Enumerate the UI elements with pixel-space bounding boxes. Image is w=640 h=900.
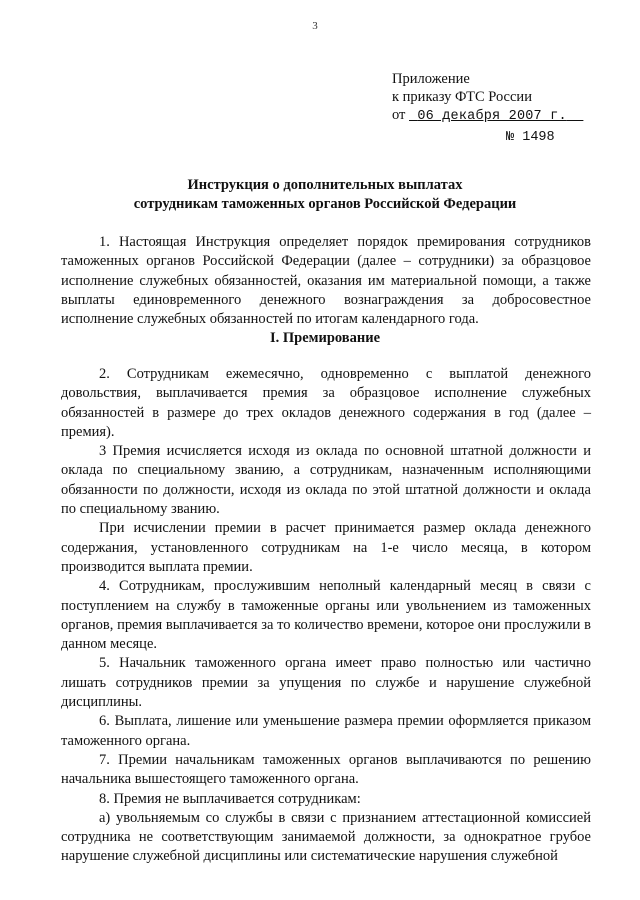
paragraph-5: 5. Начальник таможенного органа имеет право полностью или частично лишать сотрудников премии за упущения по службе и нарушение служебной дисциплины. [61, 655, 591, 711]
date-prefix: от [392, 107, 406, 123]
appendix-date-line [392, 106, 583, 126]
paragraph-3: 3 Премия исчисляется исходя из оклада по основной штатной должности и оклада по специальному званию, а сотрудникам, назначенным исполняющими обязанности по должности, исходя из оклада по этой штатной должности и оклада по специальному званию. [61, 443, 591, 518]
order-date [409, 109, 583, 124]
page-number: 3 [312, 20, 318, 32]
paragraph-1: 1. Настоящая Инструкция определяет порядок премирования сотрудников таможенных органов Российской Федерации (далее – сотрудники) за образцовое исполнение служебных обязанностей, оказания им материальной помощи, а также выплаты единовременного денежного вознаграждения за добросовестное исполнение служебных обязанностей по итогам календарного года. [61, 234, 591, 328]
paragraph-4: 4. Сотрудникам, прослужившим неполный календарный месяц в связи с поступлением на службу в таможенные органы или увольнением из таможенных органов, премия выплачивается за то количество времени, которое они прослужили в данном месяце. [61, 578, 591, 653]
body-section [61, 365, 591, 867]
document-title [60, 176, 590, 214]
order-number [506, 130, 555, 145]
number-sign: № [506, 130, 515, 145]
intro-section [61, 233, 591, 329]
appendix-order-reference: к приказу ФТС России [392, 89, 532, 105]
title-line-2: сотрудникам таможенных органов Российской Федерации [133, 196, 517, 212]
order-number-value: 1498 [522, 130, 555, 145]
order-date-value: 06 декабря 2007 г. [417, 109, 567, 124]
paragraph-6: 6. Выплата, лишение или уменьшение размера премии оформляется приказом таможенного органа. [61, 713, 591, 749]
paragraph-2: 2. Сотрудникам ежемесячно, одновременно с выплатой денежного довольствия, выплачивается премия за образцовое исполнение служебных обязанностей в размере до трех окладов денежного содержания в год (далее – премия). [61, 366, 591, 440]
paragraph-7: 7. Премии начальникам таможенных органов выплачиваются по решению начальника вышестоящего таможенного органа. [61, 751, 591, 788]
paragraph-8: 8. Премия не выплачивается сотрудникам: [99, 790, 361, 807]
paragraph-8a: а) увольняемым со службы в связи с признанием аттестационной комиссией сотрудника не соответствующим занимаемой должности, за однократное грубое нарушение служебной дисциплины или систематические нарушения служебной [61, 809, 591, 865]
paragraph-3-continued: При исчислении премии в расчет принимается размер оклада денежного содержания, установленного сотрудникам на 1-е число месяца, в котором производится выплата премии. [61, 520, 591, 575]
appendix-label: Приложение [392, 71, 470, 87]
title-line-1: Инструкция о дополнительных выплатах [187, 177, 463, 193]
appendix-block [392, 70, 583, 126]
section-heading: I. Премирование [269, 330, 381, 346]
